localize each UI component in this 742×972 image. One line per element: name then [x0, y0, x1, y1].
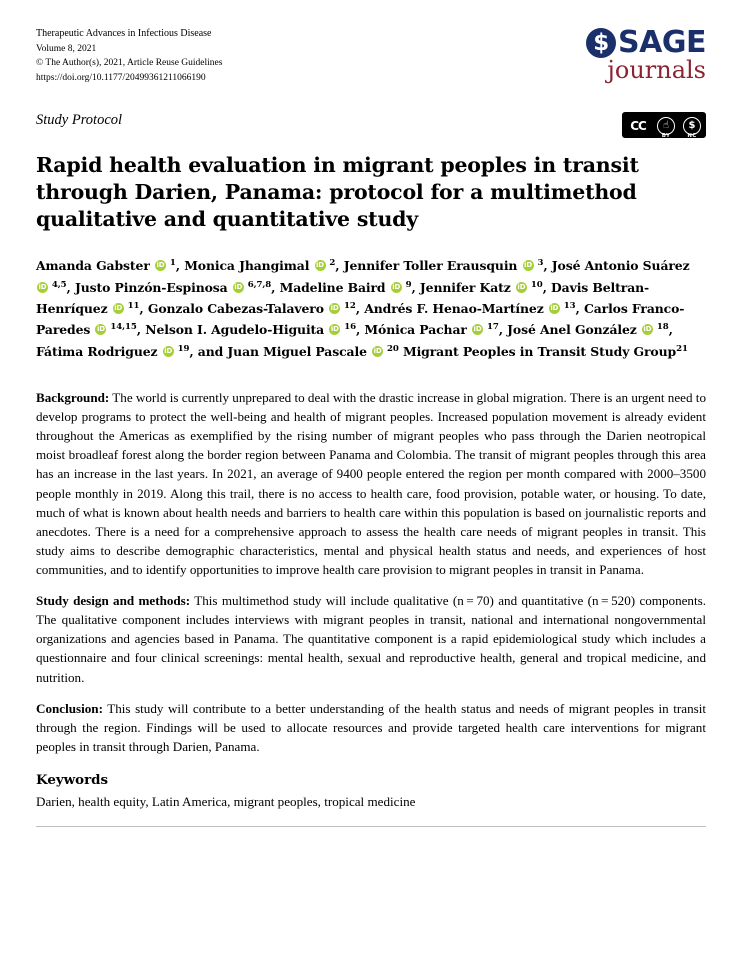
abstract-section-heading: Conclusion:	[36, 700, 103, 716]
abstract-section-text: This study will contribute to a better understanding of the health status and needs of migrant peoples in transit through the region. Findings will be used to allocate resources and provide targeted health care interventions for migrant peoples in transit through Darien, Panama.	[36, 700, 706, 754]
orcid-icon[interactable]	[549, 303, 560, 314]
author-name[interactable]: Davis Beltran-Henríquez	[36, 279, 650, 317]
author-name[interactable]: José Anel González	[507, 322, 641, 338]
abstract-section-text: This multimethod study will include qualitative (n = 70) and quantitative (n = 520) components. The qualitative component includes interviews with migrant peoples in transit, national and international nongovernmental organizations and agencies based in Panama. The quantitative component is a rapid epidemiological study which includes a questionnaire and four clinical screenings: mental health, sexual and reproductive health, general and tropical medicine, and nutrition.	[36, 593, 706, 685]
author-affiliation-marker: 4,5	[49, 279, 67, 290]
journal-volume: Volume 8, 2021	[36, 43, 97, 54]
author-list: Amanda Gabster iD $^1$, Monica Jhangimal iD $^2$, Jennifer Toller Erausquin iD $^3$, José Antonio Suárez iD $^{4,5}$, Justo Pinzón-Espinosa iD $^{6,7,8}$, Madeline Baird iD $^9$, Jennifer Katz iD $^{10}$, Davis Beltran-Henríquez iD $^{11}$, Gonzalo Cabezas-Talavero iD $^{12}$, Andrés F. Henao-Martínez iD $^{13}$, Carlos Franco-Paredes iD $^{14,15}$, Nelson I. Agudelo-Higuita iD $^{16}$, Mónica Pachar iD $^{17}$, José Anel González iD $^{18}$, Fátima Rodriguez iD $^{19}$, and Juan Miguel Pascale iD $^{20}$ Migrant Peoples in Transit Study Group$^{21}$	[36, 255, 706, 362]
copyright-line: © The Author(s), 2021, Article Reuse Guidelines	[36, 58, 223, 69]
author-affiliation-marker: 16	[341, 322, 356, 333]
abstract-section-heading: Background:	[36, 390, 110, 406]
author-name[interactable]: Andrés F. Henao-Martínez	[364, 301, 548, 317]
orcid-icon[interactable]	[372, 346, 383, 357]
orcid-icon[interactable]	[472, 324, 483, 335]
study-group-name: Migrant Peoples in Transit Study Group	[398, 343, 677, 359]
author-affiliation-marker: 14,15	[107, 322, 137, 333]
keywords-heading: Keywords	[36, 772, 109, 789]
author-affiliation-marker: 2	[326, 258, 336, 269]
author-affiliation-marker: 12	[341, 300, 356, 311]
footer-divider	[36, 826, 706, 827]
sage-wordmark	[566, 25, 706, 60]
orcid-icon[interactable]	[391, 282, 402, 293]
abstract-section-text: The world is currently unprepared to deal with the drastic increase in global migration. There is an urgent need to develop programs to protect the well-being and health of migrant peoples. Increased population movement is already evident throughout the Americas as exemplified by the rising number of migrant peoples who pass through the Darien neotropical moist broadleaf forest along the border region between Panama and Colombia. The transit of migrant peoples through this area has an increase in the last years. In 2021, an average of 9400 people entered the region per month compared with 2000–3500 people monthly in 2019. Along this trail, there is no access to health care, food provision, potable water, or housing. To date, much of what is known about health needs and barriers to health care within this population is based on journalistic reports and anecdotes. There is a need for a comprehensive approach to assess the health care needs of migrant peoples in transit. This study aims to describe demographic characteristics, mental and physical health status and needs, and experiences of host communities, and to identify opportunities to improve health care provision to migrant peoples in transit in Panama.	[36, 390, 706, 578]
sage-journals-logo[interactable]	[566, 26, 706, 83]
orcid-icon[interactable]	[233, 282, 244, 293]
orcid-icon[interactable]	[315, 260, 326, 271]
author-name[interactable]: Carlos Franco-Paredes	[36, 301, 685, 338]
orcid-icon[interactable]	[329, 303, 340, 314]
author-name[interactable]: Madeline Baird	[279, 279, 390, 295]
author-affiliation-marker: 19	[174, 343, 190, 354]
abstract	[36, 388, 706, 827]
journals-text: journals	[607, 56, 706, 84]
page-title: Rapid health evaluation in migrant peoples in transit through Darien, Panama: protocol for a multimethod qualitative and quantitative study	[36, 152, 639, 232]
author-name[interactable]: Mónica Pachar	[364, 322, 472, 338]
orcid-icon[interactable]	[95, 324, 106, 335]
author-name[interactable]: Justo Pinzón-Espinosa	[74, 279, 232, 295]
author-affiliation-marker: 9	[402, 279, 412, 290]
author-affiliation-marker: 6,7,8	[244, 279, 272, 290]
creative-commons-badge[interactable]	[622, 112, 706, 138]
author-name[interactable]: Gonzalo Cabezas-Talavero	[147, 301, 329, 317]
cc-nc-label: NC	[687, 132, 697, 138]
orcid-icon[interactable]	[113, 303, 124, 314]
author-name[interactable]: Jennifer Katz	[419, 279, 515, 295]
orcid-icon[interactable]	[642, 324, 653, 335]
author-affiliation-marker: 18	[653, 322, 669, 333]
keywords-list: Darien, health equity, Latin America, migrant peoples, tropical medicine	[36, 794, 416, 810]
author-affiliation-marker: 3	[534, 258, 544, 269]
orcid-icon[interactable]	[516, 282, 527, 293]
abstract-section	[36, 388, 706, 579]
author-name[interactable]: José Antonio Suárez	[551, 258, 690, 274]
author-affiliation-marker: 1	[166, 258, 176, 269]
author-name[interactable]: Nelson I. Agudelo-Higuita	[145, 322, 329, 338]
author-name[interactable]: Amanda Gabster	[36, 258, 154, 274]
article-type-label: Study Protocol	[36, 111, 123, 128]
author-affiliation-marker: 11	[124, 300, 140, 311]
author-affiliation-marker: 13	[560, 300, 576, 311]
doi-link[interactable]: https://doi.org/10.1177/20499361211066190	[36, 72, 206, 83]
article-type-row	[36, 112, 706, 138]
cc-logo-icon: CC	[623, 113, 653, 138]
author-affiliation-marker: 17	[484, 322, 499, 333]
orcid-icon[interactable]	[155, 260, 166, 271]
author-affiliation-marker: 20	[384, 343, 399, 354]
abstract-section-heading: Study design and methods:	[36, 593, 191, 609]
abstract-section	[36, 699, 706, 756]
sage-text: SAGE	[618, 25, 706, 60]
sage-dollar-icon: $	[586, 28, 616, 58]
cc-by-icon: ☝ BY	[653, 113, 679, 138]
cc-nc-glyph: $	[683, 117, 701, 135]
journal-name: Therapeutic Advances in Infectious Disease	[36, 28, 212, 39]
orcid-icon[interactable]	[163, 346, 174, 357]
author-name[interactable]: Jennifer Toller Erausquin	[343, 258, 522, 274]
orcid-icon[interactable]	[523, 260, 534, 271]
cc-nc-icon	[679, 113, 705, 138]
author-name[interactable]: Monica Jhangimal	[184, 258, 314, 274]
orcid-icon[interactable]	[329, 324, 340, 335]
journal-metadata	[36, 26, 222, 86]
author-name[interactable]: Fátima Rodriguez	[36, 343, 162, 359]
page-header	[36, 26, 706, 86]
study-group-affiliation-marker: 21	[676, 343, 688, 354]
cc-by-label: BY	[661, 132, 671, 138]
abstract-section	[36, 591, 706, 687]
author-name[interactable]: Juan Miguel Pascale	[227, 343, 372, 359]
orcid-icon[interactable]	[37, 282, 48, 293]
author-affiliation-marker: 10	[527, 279, 543, 290]
